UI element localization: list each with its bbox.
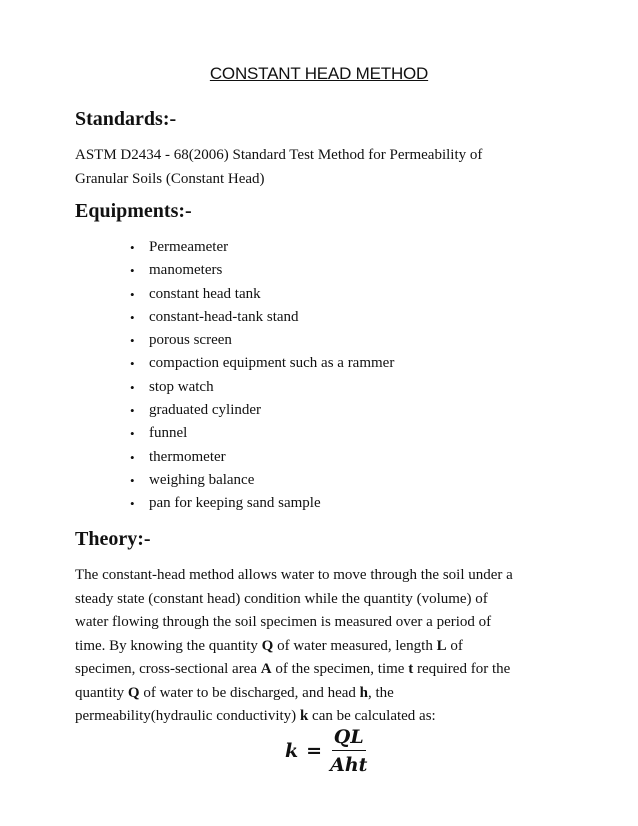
- permeability-formula: [285, 726, 367, 776]
- bullet-icon: •: [130, 263, 135, 279]
- standards-text: [75, 144, 575, 191]
- theory-heading: Theory:-: [75, 528, 151, 550]
- list-item: [130, 376, 394, 399]
- list-item-label: constant head tank: [149, 285, 261, 302]
- equipment-list: [130, 236, 394, 516]
- standards-line-1: ASTM D2434 - 68(2006) Standard Test Method for Permeability of: [75, 147, 483, 163]
- formula-numerator: QL: [332, 726, 366, 751]
- list-item: [130, 259, 394, 282]
- bullet-icon: •: [130, 333, 135, 349]
- list-item-label: funnel: [149, 425, 188, 442]
- bullet-icon: •: [130, 286, 135, 302]
- list-item-label: thermometer: [149, 448, 226, 465]
- text-run: , the: [368, 684, 394, 701]
- list-item: [130, 399, 394, 422]
- theory-text: [75, 564, 575, 729]
- text-run: permeability(hydraulic conductivity): [75, 708, 300, 724]
- list-item: [130, 422, 394, 445]
- list-item-label: Permeameter: [149, 239, 229, 255]
- list-item-label: porous screen: [149, 332, 232, 349]
- list-item-label: stop watch: [149, 378, 214, 395]
- bullet-icon: •: [130, 403, 135, 419]
- text-run: specimen, cross-sectional area: [75, 661, 261, 677]
- equipments-heading: Equipments:-: [75, 200, 192, 222]
- text-run: quantity: [75, 684, 128, 701]
- variable-k: k: [299, 708, 309, 724]
- text-run: of the specimen, time: [271, 661, 409, 677]
- theory-line-3: water flowing through the soil specimen is measured over a period of: [75, 614, 492, 630]
- theory-line-5: [75, 658, 575, 682]
- variable-t: t: [408, 661, 414, 677]
- theory-line-2: steady state (constant head) condition while the quantity (volume) of: [75, 590, 488, 607]
- formula-fraction: [330, 726, 367, 776]
- bullet-icon: •: [130, 426, 135, 442]
- text-run: can be calculated as:: [308, 708, 436, 724]
- theory-line-4: [75, 635, 575, 659]
- bullet-icon: •: [130, 356, 135, 372]
- list-item-label: compaction equipment such as a rammer: [149, 355, 395, 372]
- page-title: CONSTANT HEAD METHOD: [209, 64, 429, 83]
- standards-heading: Standards:-: [75, 108, 177, 130]
- text-run: of water to be discharged, and head: [139, 684, 360, 701]
- list-item: [130, 329, 394, 352]
- list-item: [130, 306, 394, 329]
- bullet-icon: •: [130, 379, 135, 395]
- variable-l: L: [436, 637, 447, 654]
- text-run: time. By knowing the quantity: [75, 637, 262, 654]
- formula-denominator: Aht: [330, 754, 368, 776]
- list-item: [130, 236, 394, 259]
- formula-equals: =: [306, 740, 323, 762]
- list-item: [130, 352, 394, 375]
- list-item: [130, 446, 394, 469]
- theory-line-1: The constant-head method allows water to move through the soil under a: [75, 567, 513, 583]
- list-item-label: pan for keeping sand sample: [149, 495, 321, 512]
- text-run: of water measured, length: [273, 637, 437, 654]
- theory-line-6: [75, 682, 575, 706]
- variable-q: Q: [127, 684, 140, 701]
- theory-line-7: [75, 705, 575, 729]
- list-item-label: weighing balance: [149, 471, 255, 488]
- standards-line-2: Granular Soils (Constant Head): [75, 170, 265, 187]
- bullet-icon: •: [130, 309, 135, 325]
- variable-q: Q: [261, 637, 274, 654]
- variable-h: h: [359, 684, 368, 701]
- formula-lhs: k: [285, 740, 299, 762]
- list-item: [130, 469, 394, 492]
- text-run: required for the: [413, 661, 511, 677]
- bullet-icon: •: [130, 240, 135, 255]
- list-item: [130, 492, 394, 515]
- list-item-label: manometers: [149, 262, 223, 279]
- bullet-icon: •: [130, 472, 135, 488]
- text-run: of: [446, 637, 463, 654]
- list-item: [130, 283, 394, 306]
- bullet-icon: •: [130, 496, 135, 512]
- bullet-icon: •: [130, 449, 135, 465]
- list-item-label: constant-head-tank stand: [149, 308, 299, 325]
- variable-a: A: [260, 661, 272, 677]
- list-item-label: graduated cylinder: [149, 402, 262, 419]
